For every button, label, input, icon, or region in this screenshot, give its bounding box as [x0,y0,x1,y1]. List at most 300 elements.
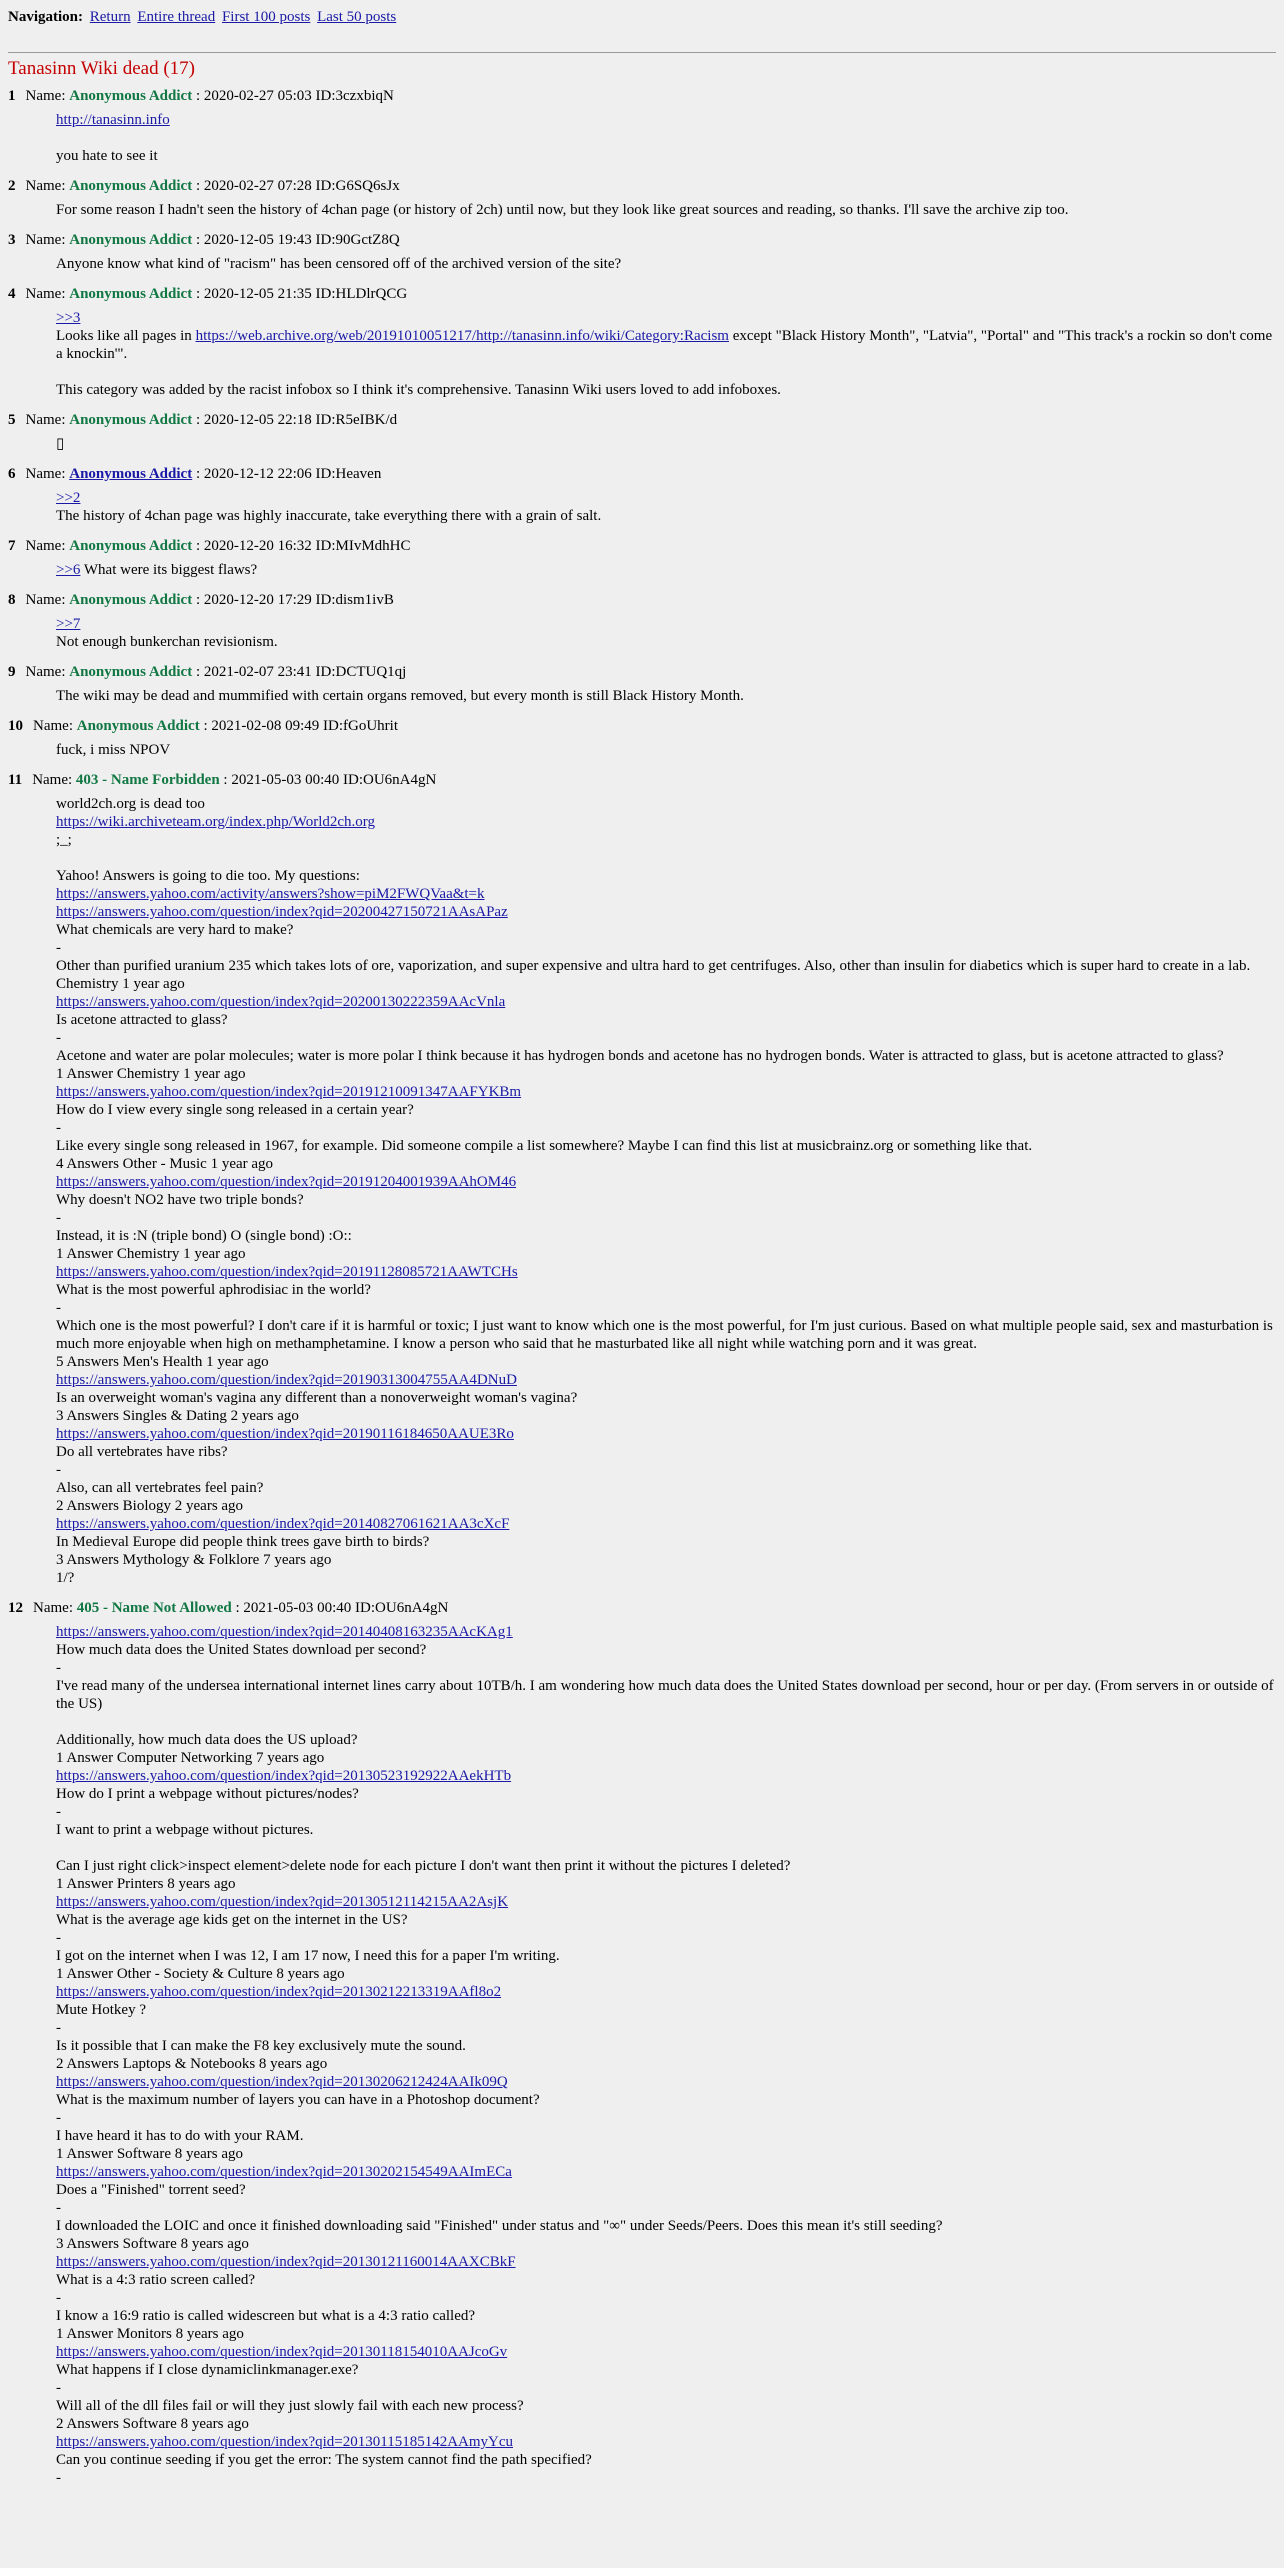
post-line [56,1623,1276,1641]
post-text: I have heard it has to do with your RAM. [56,2128,304,2144]
post-text: I've read many of the undersea international internet lines carry about 10TB/h. I am wondering how much data does the United States download per second, hour or per day. (From servers in or outside of the US) [56,1678,1274,1712]
post-line [56,1677,1276,1713]
post-line [56,507,1276,525]
post-line [56,687,1276,705]
poster-name-link[interactable]: Anonymous Addict [69,466,193,482]
post-line [56,147,1276,165]
navigation-label: Navigation: [8,9,83,25]
post-line [56,1983,1276,2001]
post-line [56,2109,1276,2127]
post-text: I downloaded the LOIC and once it finished downloading said "Finished" under status and "∞" under Seeds/Peers. Does this mean it's still seeding? [56,2218,943,2234]
post-line [56,255,1276,273]
post-number[interactable]: 10 [8,718,23,734]
post-header [8,717,1276,735]
post-text: 1 Answer Software 8 years ago [56,2146,244,2162]
post [8,771,1276,1587]
post-link[interactable]: https://answers.yahoo.com/question/index?qid=20130512114215AA2AsjK [56,1894,509,1910]
post-text: Why doesn't NO2 have two triple bonds? [56,1192,304,1208]
post-text: 1 Answer Chemistry 1 year ago [56,1066,246,1082]
post-line [56,1641,1276,1659]
post-header [8,87,1276,105]
post-text: 2 Answers Software 8 years ago [56,2416,249,2432]
post-line [56,2001,1276,2019]
post-line [56,1911,1276,1929]
post-line [56,1011,1276,1029]
post-line [56,1767,1276,1785]
poster-name: Anonymous Addict [69,592,193,608]
post-text: Can I just right click>inspect element>delete node for each picture I don't want then print it without the pictures I deleted? [56,1858,791,1874]
post-line [56,1821,1276,1839]
post-meta: : 2020-02-27 07:28 ID:G6SQ6sJx [192,178,400,194]
post-text: 1 Answer Other - Society & Culture 8 years ago [56,1966,345,1982]
post-number[interactable]: 8 [8,592,16,608]
post-line [56,2397,1276,2415]
post-line [56,2307,1276,2325]
post-link[interactable]: https://answers.yahoo.com/question/index?qid=20130206212424AAIk09Q [56,2074,508,2090]
post-line [56,363,1276,381]
post-line [56,1749,1276,1767]
post-line [56,2073,1276,2091]
post-header [8,177,1276,195]
post-line [56,903,1276,921]
post-line [56,2163,1276,2181]
post-line [56,1263,1276,1281]
post-meta: : 2020-12-20 16:32 ID:MIvMdhHC [192,538,411,554]
poster-name: Anonymous Addict [69,178,193,194]
post-line [56,2379,1276,2397]
post-text: fuck, i miss NPOV [56,742,171,758]
poster-name: Anonymous Addict [69,664,193,680]
post-line [56,129,1276,147]
post-text: Like every single song released in 1967, for example. Did someone compile a list somewhere? Maybe I can find this list at musicbrainz.org or something like that. [56,1138,1033,1154]
post-number[interactable]: 4 [8,286,16,302]
post [8,663,1276,705]
name-label: Name: [25,88,66,104]
post-text: What is the average age kids get on the internet in the US? [56,1912,408,1928]
post-line [56,309,1276,327]
post-text: 1 Answer Printers 8 years ago [56,1876,236,1892]
post-line [56,1173,1276,1191]
post-text: 3 Answers Singles & Dating 2 years ago [56,1408,299,1424]
post-text: What chemicals are very hard to make? [56,922,294,938]
post-line [56,993,1276,1011]
post-link[interactable]: https://answers.yahoo.com/activity/answers?show=piM2FWQVaa&t=k [56,886,485,902]
post-line [56,1443,1276,1461]
post-number[interactable]: 1 [8,88,16,104]
post-number[interactable]: 12 [8,1600,23,1616]
thread-title: Tanasinn Wiki dead (17) [8,58,195,79]
post [8,285,1276,399]
post-text: Not enough bunkerchan revisionism. [56,634,278,650]
post-text: Other than purified uranium 235 which takes lots of ore, vaporization, and super expensive and ultra hard to get centrifuges. Also, other than insulin for diabetics which is super hard to create in a lab. [56,958,1251,974]
post-text: I got on the internet when I was 12, I am 17 now, I need this for a paper I'm writing. [56,1948,560,1964]
post-line [56,2127,1276,2145]
post-number[interactable]: 3 [8,232,16,248]
post-link[interactable]: https://answers.yahoo.com/question/index?qid=20130118154010AAJcoGv [56,2344,508,2360]
post-line [56,2055,1276,2073]
post-text: Do all vertebrates have ribs? [56,1444,228,1460]
post-meta: : 2020-12-12 22:06 ID:Heaven [192,466,382,482]
post-line [56,1875,1276,1893]
post-text: What is the maximum number of layers you can have in a Photoshop document? [56,2092,540,2108]
post-line [56,1533,1276,1551]
post-line [56,2361,1276,2379]
post-line [56,1857,1276,1875]
post-text: Chemistry 1 year ago [56,976,185,992]
post-text: 1 Answer Monitors 8 years ago [56,2326,244,2342]
post-line [56,561,1276,579]
post-line [56,1137,1276,1155]
reply-quote-link[interactable]: >>2 [56,490,81,506]
name-label: Name: [25,466,66,482]
post-line [56,201,1276,219]
post-link[interactable]: https://answers.yahoo.com/question/index?qid=20190116184650AAUE3Ro [56,1426,514,1442]
post-number[interactable]: 7 [8,538,16,554]
post-text: - [56,1804,61,1820]
post-line [56,2451,1276,2469]
post-line [56,1299,1276,1317]
post-text: What happens if I close dynamiclinkmanager.exe? [56,2362,359,2378]
post-line [56,2271,1276,2289]
post-line [56,1515,1276,1533]
post-link[interactable]: https://web.archive.org/web/20191010051217/http://tanasinn.info/wiki/Category:Racism [195,328,729,344]
poster-name: 405 - Name Not Allowed [76,1600,232,1616]
post-line [56,795,1276,813]
post-body [56,687,1276,705]
post-link[interactable]: https://wiki.archiveteam.org/index.php/World2ch.org [56,814,376,830]
post-text: The history of 4chan page was highly inaccurate, take everything there with a grain of salt. [56,508,602,524]
post-line [56,2235,1276,2253]
nav-last-50-link[interactable]: Last 50 posts [317,9,397,25]
header-divider [8,52,1276,53]
post-link[interactable]: https://answers.yahoo.com/question/index?qid=20140827061621AA3cXcF [56,1516,510,1532]
post-text: Will all of the dll files fail or will they just slowly fail with each new process? [56,2398,524,2414]
post-text: How much data does the United States download per second? [56,1642,427,1658]
post-text: - [56,2290,61,2306]
post-line [56,1425,1276,1443]
post-line [56,1965,1276,1983]
post-text: What were its biggest flaws? [80,562,258,578]
post-text: 1 Answer Chemistry 1 year ago [56,1246,246,1262]
post-text: What is a 4:3 ratio screen called? [56,2272,256,2288]
post-link[interactable]: https://answers.yahoo.com/question/index?qid=20191210091347AAFYKBm [56,1084,522,1100]
post-text: Is it possible that I can make the F8 key exclusively mute the sound. [56,2038,466,2054]
post [8,177,1276,219]
post-text: - [56,1660,61,1676]
post-text: Can you continue seeding if you get the error: The system cannot find the path specified? [56,2452,592,2468]
poster-name: Anonymous Addict [69,232,193,248]
post-text: Does a "Finished" torrent seed? [56,2182,246,2198]
poster-name [69,466,192,482]
post [8,1599,1276,2487]
post-text: - [56,2380,61,2396]
post-meta: : 2021-05-03 00:40 ID:OU6nA4gN [231,1600,449,1616]
post-meta: : 2020-12-20 17:29 ID:dism1ivB [192,592,394,608]
post-text: - [56,2110,61,2126]
post-line [56,1065,1276,1083]
poster-name: Anonymous Addict [69,538,193,554]
post-link[interactable]: https://answers.yahoo.com/question/index?qid=20130212213319AAfl8o2 [56,1984,502,2000]
post-body [56,309,1276,399]
name-label: Name: [25,232,66,248]
post-line [56,1047,1276,1065]
poster-name: Anonymous Addict [69,412,193,428]
post-meta: : 2020-12-05 22:18 ID:R5eIBK/d [192,412,398,428]
post-line [56,1659,1276,1677]
post-line [56,831,1276,849]
post-text: 5 Answers Men's Health 1 year ago [56,1354,269,1370]
post-line [56,2433,1276,2451]
post-text: - [56,1930,61,1946]
post-text: How do I print a webpage without pictures/nodes? [56,1786,359,1802]
post-header [8,231,1276,249]
post-text: except "Black History Month", "Latvia", "Portal" and "This track's a rockin so don't come a knockin'". [56,328,1273,362]
post-line [56,1389,1276,1407]
name-label: Name: [25,412,66,428]
post-link[interactable]: http://tanasinn.info [56,112,170,128]
post-line [56,489,1276,507]
post-text: - [56,1462,61,1478]
post-line [56,327,1276,363]
post-link[interactable]: https://answers.yahoo.com/question/index?qid=20130202154549AAImECa [56,2164,512,2180]
post-text: world2ch.org is dead too [56,796,205,812]
post-line [56,1209,1276,1227]
post-header [8,537,1276,555]
post-line [56,1101,1276,1119]
name-label: Name: [25,538,66,554]
post-body [56,435,1276,453]
post-meta: : 2020-12-05 21:35 ID:HLDlrQCG [192,286,408,302]
post-line [56,867,1276,885]
post-line [56,1947,1276,1965]
post-line [56,1119,1276,1137]
post-line [56,2019,1276,2037]
post-line [56,1551,1276,1569]
name-label: Name: [25,178,66,194]
post [8,465,1276,525]
post-text: Anyone know what kind of "racism" has been censored off of the archived version of the site? [56,256,622,272]
post-text: - [56,940,61,956]
post-text: In Medieval Europe did people think trees gave birth to birds? [56,1534,430,1550]
post-text: For some reason I hadn't seen the history of 4chan page (or history of 2ch) until now, but they look like great sources and reading, so thanks. I'll save the archive zip too. [56,202,1069,218]
post-text: - [56,2470,61,2486]
post-text: How do I view every single song released in a certain year? [56,1102,414,1118]
post-text: - [56,2200,61,2216]
post-link[interactable]: https://answers.yahoo.com/question/index?qid=20200130222359AAcVnla [56,994,506,1010]
post [8,717,1276,759]
post-line [56,2217,1276,2235]
post-body [56,111,1276,165]
post-body [56,561,1276,579]
poster-name: Anonymous Addict [76,718,200,734]
name-label: Name: [25,592,66,608]
name-label: Name: [25,664,66,680]
reply-quote-link[interactable]: >>3 [56,310,81,326]
post-line [56,1191,1276,1209]
name-label: Name: [32,772,73,788]
post-header [8,411,1276,429]
post-link[interactable]: https://answers.yahoo.com/question/index?qid=20130523192922AAekHTb [56,1768,512,1784]
post-link[interactable]: https://answers.yahoo.com/question/index?qid=20130121160014AAXCBkF [56,2254,516,2270]
post-line [56,435,1276,453]
post-line [56,1479,1276,1497]
post-list [8,87,1276,2487]
post-line [56,1731,1276,1749]
post-line [56,2469,1276,2487]
post-text: 2 Answers Laptops & Notebooks 8 years ago [56,2056,328,2072]
post-line [56,2145,1276,2163]
post-text: Is acetone attracted to glass? [56,1012,228,1028]
post-line [56,975,1276,993]
post-meta: : 2021-05-03 00:40 ID:OU6nA4gN [219,772,437,788]
post-line [56,2037,1276,2055]
poster-name: Anonymous Addict [69,88,193,104]
post-line [56,921,1276,939]
post-line [56,1083,1276,1101]
post-line [56,2415,1276,2433]
post-meta: : 2021-02-07 23:41 ID:DCTUQ1qj [192,664,407,680]
post-line [56,1407,1276,1425]
post-text: Mute Hotkey ? [56,2002,146,2018]
post-text: - [56,1210,61,1226]
post-line [56,741,1276,759]
post-line [56,1371,1276,1389]
post-body [56,201,1276,219]
post-line [56,1803,1276,1821]
post-link[interactable]: https://answers.yahoo.com/question/index?qid=20191204001939AAhOM46 [56,1174,517,1190]
post-text: Which one is the most powerful? I don't care if it is harmful or toxic; I just want to know which one is the most powerful, for I'm just curious. Based on what multiple people said, sex and masturbation is much more enjoyable when high on methamphetamine. I know a person who said that he masturbated like all night while watching porn and it was great. [56,1318,1273,1352]
post-line [56,813,1276,831]
post-body [56,795,1276,1587]
post [8,411,1276,453]
post-text: Instead, it is :N (triple bond) O (single bond) :O:: [56,1228,352,1244]
post-line [56,939,1276,957]
post-line [56,1461,1276,1479]
post-meta: : 2020-02-27 05:03 ID:3czxbiqN [192,88,394,104]
post-header [8,771,1276,789]
post-line [56,111,1276,129]
post-link[interactable]: https://answers.yahoo.com/question/index?qid=20130115185142AAmyYcu [56,2434,514,2450]
reply-quote-link[interactable]: >>7 [56,616,81,632]
nav-return-link[interactable]: Return [89,9,131,25]
post-line [56,1245,1276,1263]
post-text: Additionally, how much data does the US upload? [56,1732,358,1748]
post-text: 4 Answers Other - Music 1 year ago [56,1156,274,1172]
post-body [56,741,1276,759]
post-line [56,2343,1276,2361]
post-text: ▯ [56,436,65,452]
post-line [56,615,1276,633]
navigation-bar [8,8,1276,28]
post-text: Yahoo! Answers is going to die too. My questions: [56,868,360,884]
post-line [56,2253,1276,2271]
reply-quote-link[interactable]: >>6 [56,562,81,578]
post-line [56,1155,1276,1173]
post-body [56,615,1276,651]
post-line [56,2289,1276,2307]
post-header [8,663,1276,681]
post-text: Also, can all vertebrates feel pain? [56,1480,264,1496]
post [8,87,1276,165]
post-text: you hate to see it [56,148,158,164]
post-text: Is an overweight woman's vagina any different than a nonoverweight woman's vagina? [56,1390,578,1406]
post-text: - [56,1030,61,1046]
post-line [56,2325,1276,2343]
name-label: Name: [25,286,66,302]
name-label: Name: [33,1600,73,1616]
post-line [56,885,1276,903]
post-line [56,957,1276,975]
post-line [56,849,1276,867]
post-text: - [56,1300,61,1316]
post-line [56,1713,1276,1731]
post-text: What is the most powerful aphrodisiac in the world? [56,1282,371,1298]
post-text: I want to print a webpage without pictures. [56,1822,314,1838]
post-link[interactable]: https://answers.yahoo.com/question/index?qid=20200427150721AAsAPaz [56,904,508,920]
post-header [8,1599,1276,1617]
poster-name: Anonymous Addict [69,286,193,302]
post [8,231,1276,273]
post-text: I know a 16:9 ratio is called widescreen but what is a 4:3 ratio called? [56,2308,476,2324]
post-text: The wiki may be dead and mummified with certain organs removed, but every month is still Black History Month. [56,688,744,704]
post [8,591,1276,651]
post-meta: : 2021-02-08 09:49 ID:fGoUhrit [199,718,398,734]
post-line [56,633,1276,651]
post-line [56,2199,1276,2217]
post-number[interactable]: 5 [8,412,16,428]
post-text: - [56,2020,61,2036]
post-line [56,1227,1276,1245]
post-line [56,1497,1276,1515]
post-number[interactable]: 11 [8,772,23,788]
post-meta: : 2020-12-05 19:43 ID:90GctZ8Q [192,232,400,248]
post-link[interactable]: https://answers.yahoo.com/question/index?qid=20191128085721AAWTCHs [56,1264,518,1280]
post-line [56,1839,1276,1857]
post-line [56,2181,1276,2199]
post-line [56,2091,1276,2109]
post [8,537,1276,579]
post-body [56,489,1276,525]
post-text: ;_; [56,832,72,848]
nav-first-100-link[interactable]: First 100 posts [221,9,311,25]
post-text: Looks like all pages in [56,328,196,344]
post-text: 2 Answers Biology 2 years ago [56,1498,244,1514]
post-number[interactable]: 6 [8,466,16,482]
post-line [56,381,1276,399]
post-number[interactable]: 9 [8,664,16,680]
post-header [8,285,1276,303]
post-text: 1 Answer Computer Networking 7 years ago [56,1750,325,1766]
post-line [56,1317,1276,1353]
post-link[interactable]: https://answers.yahoo.com/question/index?qid=20140408163235AAcKAg1 [56,1624,513,1640]
post-line [56,1029,1276,1047]
post-line [56,1785,1276,1803]
post-text: 1/? [56,1570,75,1586]
post-body [56,1623,1276,2487]
post-text: Acetone and water are polar molecules; water is more polar I think because it has hydrogen bonds and acetone has no hydrogen bonds. Water is attracted to glass, but is acetone attracted to glass? [56,1048,1224,1064]
post-text: - [56,1120,61,1136]
post-number[interactable]: 2 [8,178,16,194]
post-line [56,1353,1276,1371]
name-label: Name: [33,718,73,734]
post-line [56,1281,1276,1299]
post-line [56,1569,1276,1587]
post-link[interactable]: https://answers.yahoo.com/question/index?qid=20190313004755AA4DNuD [56,1372,517,1388]
poster-name: 403 - Name Forbidden [75,772,220,788]
post-header [8,591,1276,609]
post-line [56,1929,1276,1947]
nav-entire-thread-link[interactable]: Entire thread [137,9,216,25]
